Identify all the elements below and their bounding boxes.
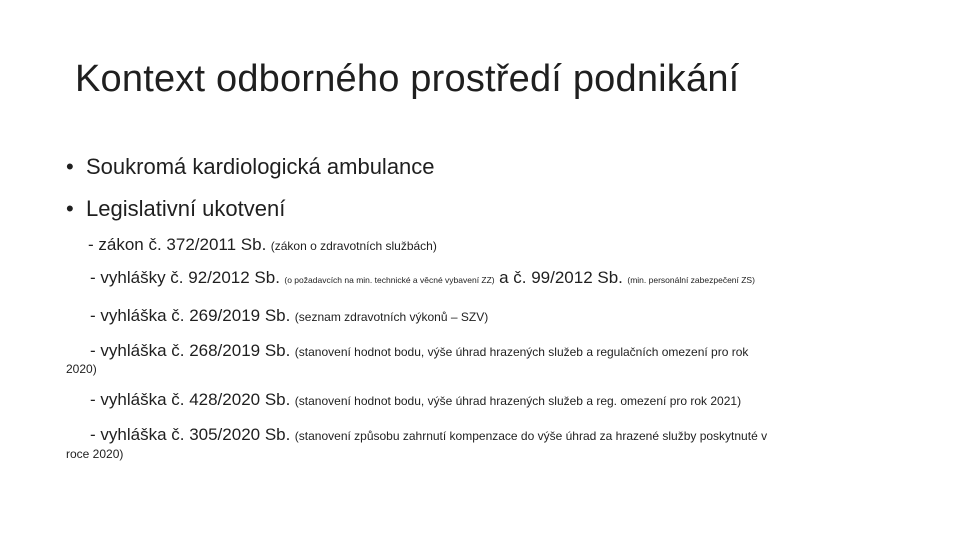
law-note-continuation: 2020) xyxy=(66,362,97,376)
law-title: - vyhláška č. 269/2019 Sb. xyxy=(90,306,291,325)
law-title: - vyhláška č. 305/2020 Sb. xyxy=(90,425,291,444)
bullet-text: Soukromá kardiologická ambulance xyxy=(86,154,435,179)
law-line xyxy=(90,306,488,326)
bullet-item xyxy=(66,146,435,188)
law-note: (min. personální zabezpečení ZS) xyxy=(627,275,755,285)
law-note-continuation: roce 2020) xyxy=(66,447,124,461)
law-line xyxy=(90,425,767,445)
law-line xyxy=(90,268,755,288)
law-title: a č. 99/2012 Sb. xyxy=(499,268,623,287)
law-line xyxy=(90,341,748,361)
law-title: - vyhlášky č. 92/2012 Sb. xyxy=(90,268,280,287)
law-line xyxy=(90,390,741,410)
law-note: (stanovení způsobu zahrnutí kompenzace do výše úhrad za hrazené služby poskytnuté v xyxy=(294,429,768,443)
bullet-marker: • xyxy=(66,196,74,221)
law-title: - zákon č. 372/2011 Sb. xyxy=(88,235,267,254)
law-title: - vyhláška č. 428/2020 Sb. xyxy=(90,390,291,409)
bullet-item xyxy=(66,188,435,230)
law-note: (stanovení hodnot bodu, výše úhrad hrazených služeb a regulačních omezení pro rok xyxy=(294,345,749,359)
law-note: (o požadavcích na min. technické a věcné vybavení ZZ) xyxy=(284,275,495,285)
bullet-text: Legislativní ukotvení xyxy=(86,196,286,221)
law-line xyxy=(88,235,437,255)
law-note: (zákon o zdravotních službách) xyxy=(270,239,437,253)
slide-title: Kontext odborného prostředí podnikání xyxy=(75,58,740,100)
law-note: (seznam zdravotních výkonů – SZV) xyxy=(294,310,489,324)
bullet-list xyxy=(66,146,435,230)
law-note: (stanovení hodnot bodu, výše úhrad hrazených služeb a reg. omezení pro rok 2021) xyxy=(294,394,742,408)
bullet-marker: • xyxy=(66,154,74,179)
law-title: - vyhláška č. 268/2019 Sb. xyxy=(90,341,291,360)
